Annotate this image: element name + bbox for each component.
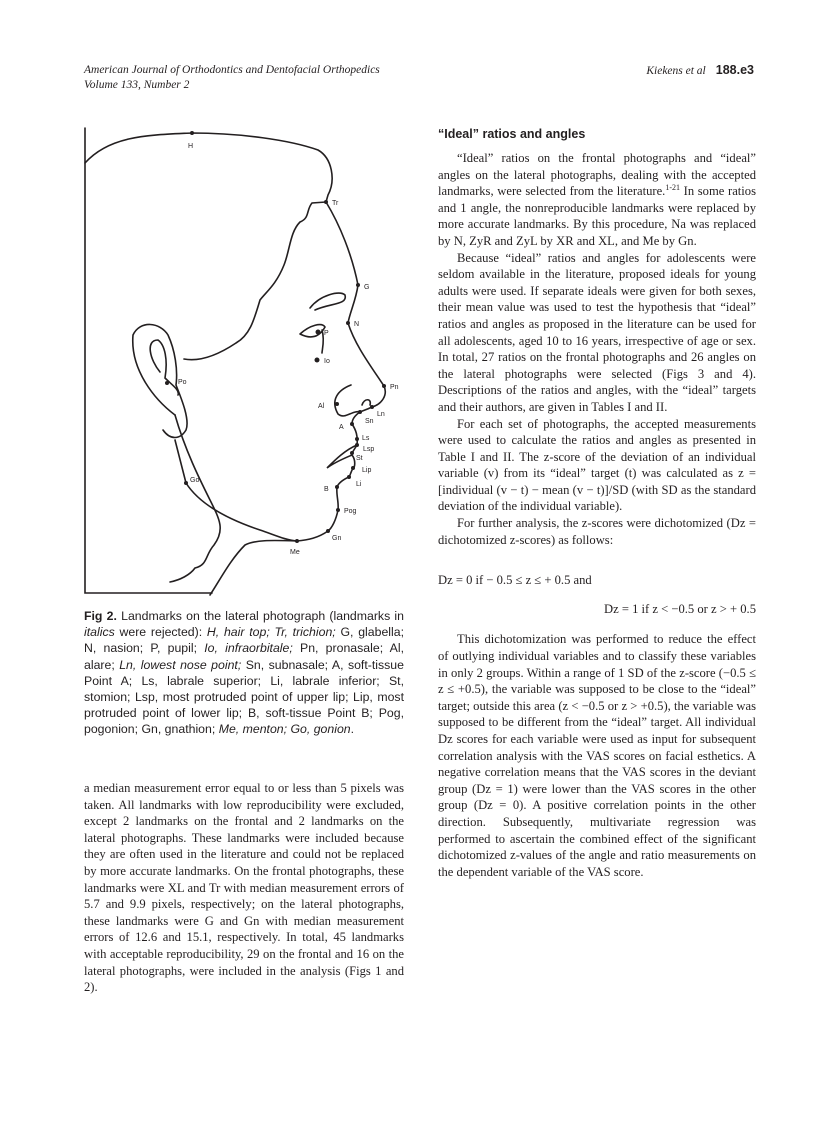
lower-lip — [297, 455, 355, 541]
landmark-label: A — [339, 424, 344, 431]
caption-segment: Pn, pronasale; Al, alare; — [84, 641, 404, 672]
frame-line — [85, 128, 212, 593]
landmark-label: Po — [178, 379, 187, 386]
neck-back — [170, 415, 220, 582]
citation: 1-21 — [665, 183, 680, 192]
landmark-label: Lip — [362, 467, 372, 474]
caption-segment: Io, infraorbitale; — [204, 641, 293, 656]
equation: Dz = 1 if z < −0.5 or z > + 0.5 — [604, 601, 756, 616]
landmark-label: Ln — [377, 411, 385, 418]
landmark-label: Lsp — [363, 446, 375, 453]
landmark-label: St — [356, 455, 363, 462]
caption-segment: Sn, subnasale; A, soft-tissue Point A; Ls, labrale superior; Li, labrale inferior; St, stomion; Lsp, most protruded point of upper lip; Lip, most protruded point of lower lip; B, soft-tissue Point B; Pog, pogonion; Gn, gnathion; — [84, 657, 404, 737]
landmark-label: G — [364, 284, 370, 291]
caption-segment: H, hair top; Tr, trichion; — [206, 625, 336, 640]
head-outline — [85, 133, 332, 202]
lateral-face-figure — [80, 122, 420, 602]
journal-volume: Volume 133, Number 2 — [84, 79, 190, 91]
caption-segment: . — [350, 722, 355, 737]
paragraph: This dichotomization was performed to reduce the effect of outlying individual variables and to classify these variables in only 2 groups. Within a range of 1 SD of the z-score (−0.5 ≤ z ≤ +0.5), the variable was supposed to be close to the “ideal” target; outside this area (z < −0.5 or z > +0.5), the variable was supposed to be different from the “ideal” target. All individual Dz scores for each variable were used as input for subsequent correlation analysis with the VAS scores on facial esthetics. A negative correlation means that the VAS scores in the deviant group (Dz = 1) were lower than the VAS scores in the other group (Dz = 0). A positive correlation points in the other direction. Subsequently, multivariate regression was performed to ascertain the combined effect of the significant dichotomized z-values of the angle and ratio measurements on the dependent variable of the VAS score. — [438, 632, 756, 879]
right-column-text — [438, 126, 756, 880]
caption-segment: Me, menton; Go, gonion — [218, 722, 351, 737]
running-header-left — [84, 63, 380, 93]
landmark-label: Ls — [362, 435, 370, 442]
caption-segment: Landmarks on the lateral photograph (landmarks in — [116, 609, 404, 623]
caption-segment: Ln, lowest nose point; — [119, 657, 242, 672]
landmark-label: Al — [318, 403, 325, 410]
jaw-line — [186, 483, 297, 541]
caption-segment: were rejected): — [114, 625, 207, 640]
neck-front — [210, 540, 297, 595]
landmark-label: Go — [190, 477, 200, 484]
paragraph: For further analysis, the z-scores were dichotomized (Dz = dichotomized z-scores) as follows: — [438, 516, 756, 547]
landmark-label: N — [354, 321, 360, 328]
caption-segment: G, glabella; N, nasion; P, pupil; — [84, 625, 405, 656]
landmark-label: Pn — [390, 384, 399, 391]
equation: Dz = 0 if − 0.5 ≤ z ≤ + 0.5 and — [438, 573, 592, 588]
figure-caption — [84, 608, 404, 738]
landmark-label: H — [188, 143, 194, 150]
landmark-label: B — [324, 486, 329, 493]
nostril — [335, 385, 371, 416]
landmark-label: Tr — [332, 200, 339, 207]
eye — [300, 325, 325, 353]
paragraph: For each set of photographs, the accepted measurements were used to calculate the ratios and angles as presented in Table I and II. The z-score of the deviation of an individual variable (v) from its “ideal” target (t) was calculated as z = [individual (v − t) − mean (v − t)]/SD (with SD as the standard deviation of the individual variable). — [438, 416, 756, 514]
landmark-label: Io — [324, 358, 330, 365]
authors: Kiekens et al — [646, 65, 706, 77]
landmark-label: Me — [290, 549, 300, 556]
journal-title: American Journal of Orthodontics and Dentofacial Orthopedics — [84, 64, 380, 76]
landmark-label: Sn — [365, 418, 374, 425]
running-header-right — [646, 63, 754, 79]
paragraph — [438, 150, 756, 250]
paragraph: a median measurement error equal to or less than 5 pixels was taken. All landmarks with low reproducibility were excluded, except 2 landmarks on the frontal and 2 landmarks on the lateral photographs. These landmarks were included because they are often used in the literature and could not be replaced by more accurate landmarks. On the frontal photographs, these landmarks were XL and Tr with median measurement errors of 5.7 and 9.9 pixels, respectively; on the lateral photographs, these landmarks were G and Gn with median measurement errors of 12.6 and 15.1, respectively. In total, 45 landmarks with acceptable reproducibility, 29 on the frontal and 16 on the lateral photographs, were included in the analysis (Figs 1 and 2). — [84, 781, 404, 995]
figure-label: Fig 2. — [84, 609, 117, 623]
text: “Ideal” ratios on the frontal photographs and “ideal” angles on the lateral photographs, dealing with the accepted landmarks, were selected from the literature. — [438, 151, 756, 199]
eyebrow — [310, 293, 345, 310]
page-number: 188.e3 — [715, 63, 754, 77]
landmark-label: Li — [356, 481, 362, 488]
left-column-text — [84, 780, 404, 996]
landmark-label: P — [324, 330, 329, 337]
section-heading: “Ideal” ratios and angles — [438, 127, 586, 141]
paragraph: Because “ideal” ratios and angles for adolescents were seldom available in the literature, proposed ideals for young adults were used. If separate ideals were given for both sexes, their mean value was used to test the hypothesis that “ideal” ratios and angles as proposed in the literature can be used for all adolescents, aged 10 to 16 years, irrespective of age or sex. In total, 27 ratios on the frontal photographs and 26 angles on the lateral photographs were selected (Figs 3 and 4). Descriptions of the ratios and angles, with the “ideal” targets and their authors, are given in Tables I and II. — [438, 250, 756, 414]
landmark-label: Pog — [344, 508, 357, 515]
text: In some ratios and 1 angle, the nonreproducible landmarks were replaced by more accurate landmarks. By this procedure, Na was replaced by N, ZyR and ZyL by XR and XL, and Me by Gn. — [438, 184, 756, 248]
caption-segment: italics — [84, 625, 115, 640]
jaw-ramus — [175, 440, 186, 483]
landmark-label: Gn — [332, 535, 342, 542]
